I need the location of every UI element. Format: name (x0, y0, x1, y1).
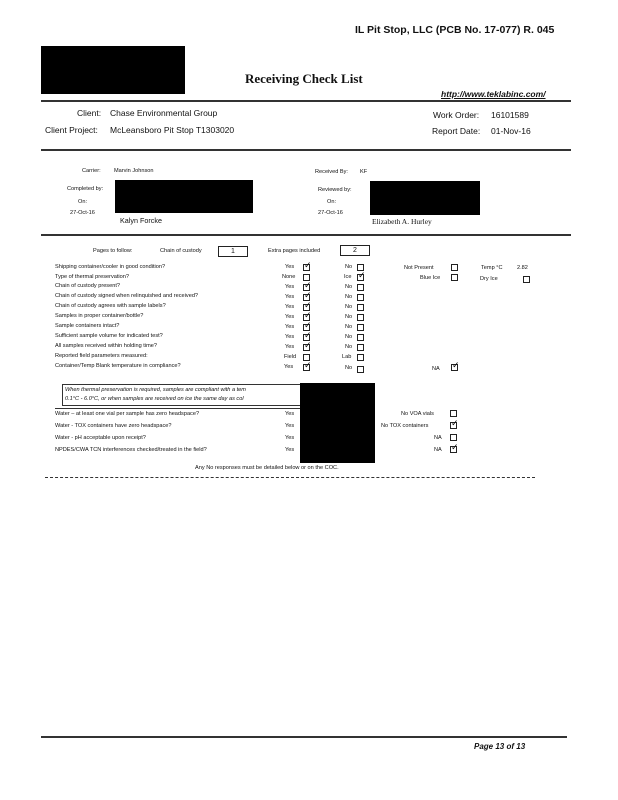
pages-to-follow-label: Pages to follow: (93, 248, 133, 254)
work-order-label: Work Order: (433, 110, 480, 120)
q-5: Samples in proper container/bottle? (55, 313, 144, 319)
b-checkbox-10[interactable] (357, 366, 364, 373)
a-checkbox-2[interactable] (303, 284, 310, 291)
b-checkbox-0[interactable] (357, 264, 364, 271)
a-checkbox-3[interactable] (303, 294, 310, 301)
report-date-label: Report Date: (432, 126, 481, 136)
dashed-divider (45, 477, 535, 478)
a-checkbox-0[interactable] (303, 264, 310, 271)
a-label-8: Yes (285, 344, 295, 350)
q-8: All samples received within holding time? (55, 343, 157, 349)
b-label-6: No (345, 324, 353, 330)
b-label-9: Lab (342, 354, 352, 360)
b-label-4: No (345, 304, 353, 310)
q-0: Shipping container/cooler in good condition? (55, 264, 166, 270)
water-a-3: Yes (285, 447, 295, 453)
b-label-5: No (345, 314, 353, 320)
received-by-value: KF (360, 169, 368, 175)
b-checkbox-9[interactable] (357, 354, 364, 361)
a-checkbox-7[interactable] (303, 334, 310, 341)
a-label-6: Yes (285, 324, 295, 330)
thermal-note-box (62, 384, 309, 406)
a-checkbox-4[interactable] (303, 304, 310, 311)
footer-note: Any No responses must be detailed below or on the COC. (195, 465, 339, 471)
water-a-1: Yes (285, 423, 295, 429)
page-number: Page 13 of 13 (474, 742, 526, 751)
a-label-3: Yes (285, 294, 295, 300)
b-checkbox-6[interactable] (357, 324, 364, 331)
b-checkbox-1[interactable] (357, 274, 364, 281)
not-present-checkbox[interactable] (451, 264, 458, 271)
coc-pages-value: 1 (218, 246, 248, 257)
header-rule (41, 100, 571, 102)
extra-pages-label: Extra pages included (268, 248, 321, 254)
water-a-2: Yes (285, 435, 295, 441)
water-r-label-0: No VOA vials (401, 411, 434, 417)
water-r-checkbox-3[interactable] (450, 446, 457, 453)
b-checkbox-7[interactable] (357, 334, 364, 341)
completed-signature-redaction (115, 180, 253, 213)
reviewed-signature-redaction (370, 181, 480, 215)
q-9: Reported field parameters measured: (55, 353, 148, 359)
water-r-checkbox-0[interactable] (450, 410, 457, 417)
reviewed-date: 27-Oct-16 (318, 210, 343, 216)
a-label-1: None (282, 274, 296, 280)
q-6: Sample containers intact? (55, 323, 120, 329)
reviewed-on-label: On: (327, 199, 337, 205)
b-checkbox-8[interactable] (357, 344, 364, 351)
blue-ice-label: Blue Ice (420, 275, 441, 281)
received-by-label: Received By: (315, 169, 348, 175)
a-label-4: Yes (285, 304, 295, 310)
reviewed-by-label: Reviewed by: (318, 187, 352, 193)
client-rule (41, 149, 571, 151)
project-value: McLeansboro Pit Stop T1303020 (110, 125, 235, 135)
b-checkbox-4[interactable] (357, 304, 364, 311)
b-checkbox-5[interactable] (357, 314, 364, 321)
b-checkbox-2[interactable] (357, 284, 364, 291)
completed-by-label: Completed by: (67, 186, 104, 192)
completed-on-label: On: (78, 199, 88, 205)
a-checkbox-6[interactable] (303, 324, 310, 331)
b-label-2: No (345, 284, 353, 290)
not-present-label: Not Present (404, 265, 434, 271)
client-value: Chase Environmental Group (110, 108, 218, 118)
completed-date: 27-Oct-16 (70, 210, 95, 216)
coc-label: Chain of custody (160, 248, 202, 254)
water-r-label-2: NA (434, 435, 442, 441)
blue-ice-checkbox[interactable] (451, 274, 458, 281)
b-label-0: No (345, 264, 353, 270)
reviewed-by-name: Elizabeth A. Hurley (372, 217, 432, 226)
thermal-note-line-2: 0.1°C - 6.0°C, or when samples are received on ice the same day as col (65, 396, 244, 402)
a-label-10: Yes (284, 364, 294, 370)
signature-rule (41, 234, 571, 236)
a-checkbox-5[interactable] (303, 314, 310, 321)
q-2: Chain of custody present? (55, 283, 120, 289)
a-checkbox-10[interactable] (303, 364, 310, 371)
a-label-0: Yes (285, 264, 295, 270)
field-na-checkbox[interactable] (451, 364, 458, 371)
water-section-redaction (300, 383, 375, 463)
b-label-3: No (345, 294, 353, 300)
water-q-0: Water – at least one vial per sample has zero headspace? (55, 411, 200, 417)
client-label: Client: (77, 108, 102, 118)
water-r-checkbox-2[interactable] (450, 434, 457, 441)
water-r-label-3: NA (434, 447, 442, 453)
q-3: Chain of custody signed when relinquished and received? (55, 293, 199, 299)
a-label-5: Yes (285, 314, 295, 320)
q-4: Chain of custody agrees with sample labels? (55, 303, 166, 309)
page-reference: IL Pit Stop, LLC (PCB No. 17-077) R. 045 (355, 24, 555, 36)
project-label: Client Project: (45, 125, 98, 135)
a-checkbox-9[interactable] (303, 354, 310, 361)
a-label-7: Yes (285, 334, 295, 340)
field-na-label: NA (432, 366, 440, 372)
thermal-note-line-1: When thermal preservation is required, samples are compliant with a tem (65, 387, 246, 393)
extra-pages-value: 2 (340, 245, 370, 256)
water-q-2: Water - pH acceptable upon receipt? (55, 435, 146, 441)
b-label-7: No (345, 334, 353, 340)
b-checkbox-3[interactable] (357, 294, 364, 301)
b-label-10: No (345, 365, 353, 371)
dry-ice-checkbox[interactable] (523, 276, 530, 283)
website-link[interactable]: http://www.teklabinc.com/ (441, 89, 546, 99)
water-q-1: Water - TOX containers have zero headspace? (55, 423, 172, 429)
completed-by-name: Kalyn Forcke (120, 216, 162, 225)
carrier-label: Carrier: (82, 168, 101, 174)
water-q-3: NPDES/CWA TCN interferences checked/treated in the field? (55, 447, 207, 453)
b-label-1: Ice (344, 274, 352, 280)
page-title: Receiving Check List (245, 71, 363, 86)
water-a-0: Yes (285, 411, 295, 417)
a-checkbox-1[interactable] (303, 274, 310, 281)
logo-redaction (41, 46, 185, 94)
q-1: Type of thermal preservation? (55, 274, 129, 280)
footer-rule (41, 736, 567, 738)
a-label-2: Yes (285, 284, 295, 290)
b-label-8: No (345, 344, 353, 350)
a-checkbox-8[interactable] (303, 344, 310, 351)
note-underline (55, 408, 315, 409)
temp-label: Temp °C (481, 265, 503, 271)
dry-ice-label: Dry Ice (480, 276, 498, 282)
report-date-value: 01-Nov-16 (491, 126, 531, 136)
work-order-value: 16101589 (491, 110, 529, 120)
water-r-label-1: No TOX containers (381, 423, 429, 429)
carrier-value: Marvin Johnson (114, 168, 154, 174)
a-label-9: Field (284, 354, 297, 360)
temp-value: 2.82 (517, 265, 528, 271)
q-10: Container/Temp Blank temperature in compliance? (55, 363, 181, 369)
q-7: Sufficient sample volume for indicated test? (55, 333, 163, 339)
water-r-checkbox-1[interactable] (450, 422, 457, 429)
